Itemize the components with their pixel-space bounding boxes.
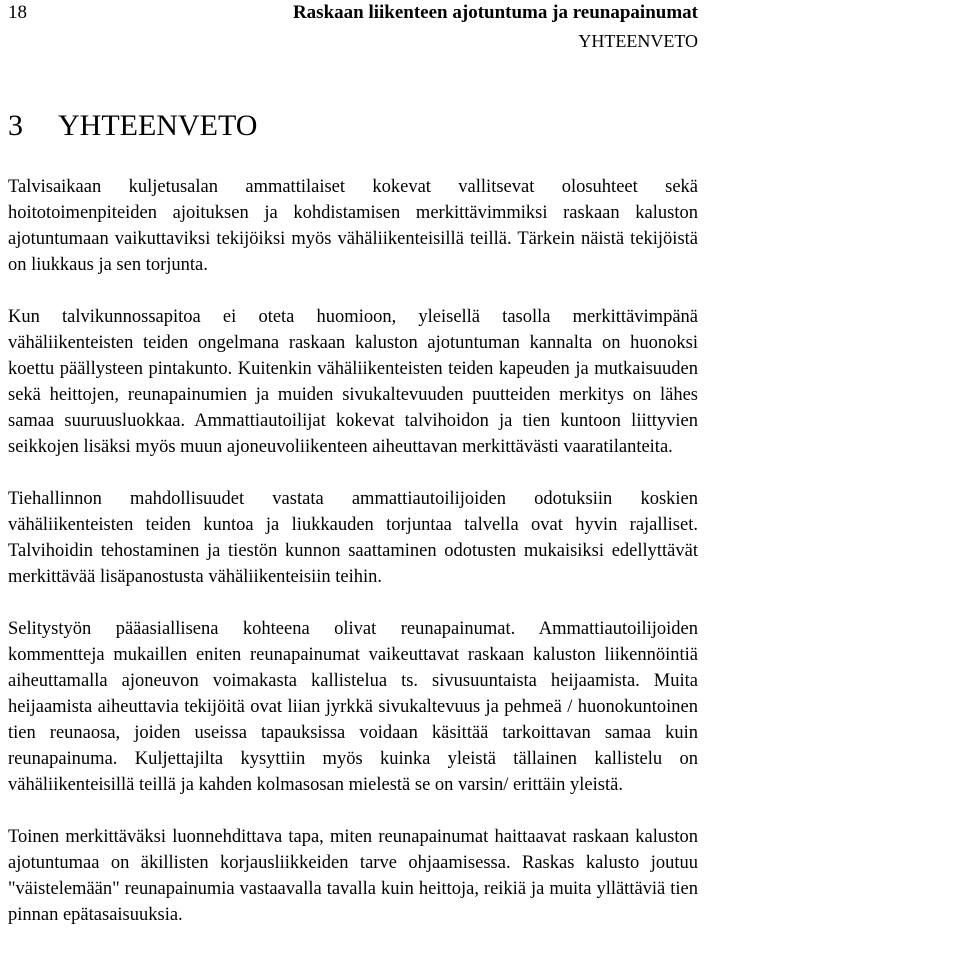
paragraph: Toinen merkittäväksi luonnehdittava tapa, miten reunapainumat haittaavat raskaan kaluston ajotuntumaa on äkillisten korjausliikkeiden tarve ohjaamisessa. Raskas kalusto joutuu "väistelemään" reunapainumia vastaavalla tavalla kuin heittoja, reikiä ja muita yllättäviä tien pinnan epätasaisuuksia.: [8, 827, 698, 925]
page-number: 18: [8, 2, 27, 23]
body-text: [8, 174, 698, 954]
running-section-title: YHTEENVETO: [578, 31, 698, 51]
paragraph: Kun talvikunnossapitoa ei oteta huomioon, yleisellä tasolla merkittävimpänä vähäliikenteisten teiden ongelmana raskaan kaluston ajotuntuman kannalta on huonoksi koettu päällysteen pintakunto. Kuitenkin vähäliikenteisten teiden kapeuden ja mutkaisuuden sekä heittojen, reunapainumien ja muiden sivukaltevuuden puutteiden merkitys on lähes samaa suuruusluokkaa. Ammattiautoilijat kokevat talvihoidon ja tien kuntoon liittyvien seikkojen lisäksi myös muun ajoneuvoliikenteen aiheuttavan merkittävästi vaaratilanteita.: [8, 307, 698, 457]
paragraph: Tiehallinnon mahdollisuudet vastata ammattiautoilijoiden odotuksiin koskien vähäliikenteisten teiden kuntoa ja liukkauden torjuntaa talvella ovat hyvin rajalliset. Talvihoidin tehostaminen ja tiestön kunnon saattaminen odotusten mukaisiksi edellyttävät merkittävää lisäpanostusta vähäliikenteisiin teihin.: [8, 489, 698, 587]
paragraph: Selitystyön pääasiallisena kohteena olivat reunapainumat. Ammattiautoilijoiden kommentteja mukaillen eniten reunapainumat vaikeuttavat raskaan kaluston liikennöintiä aiheuttamalla ajoneuvon voimakasta kallistelua ts. sivusuuntaista heijaamista. Muita heijaamista aiheuttavia tekijöitä ovat liian jyrkkä sivukaltevuus ja pehmeä / huonokuntoinen tien reunaosa, joiden useissa tapauksissa voidaan käsittää tarkoittavan samaa kuin reunapainuma. Kuljettajilta kysyttiin myös kuinka yleistä tällainen kallistelu on vähäliikenteisillä teillä ja kahden kolmasosan mielestä se on varsin/ erittäin yleistä.: [8, 619, 698, 795]
chapter-number: 3: [8, 109, 23, 142]
chapter-heading: [8, 108, 257, 144]
running-title: Raskaan liikenteen ajotuntuma ja reunapainumat: [292, 2, 698, 23]
chapter-title: YHTEENVETO: [58, 109, 258, 142]
paragraph: Talvisaikaan kuljetusalan ammattilaiset kokevat vallitsevat olosuhteet sekä hoitotoimenpiteiden ajoituksen ja kohdistamisen merkittävimmiksi raskaan kaluston ajotuntumaan vaikuttaviksi tekijöiksi myös vähäliikenteisillä teillä. Tärkein näistä tekijöistä on liukkaus ja sen torjunta.: [8, 177, 698, 275]
